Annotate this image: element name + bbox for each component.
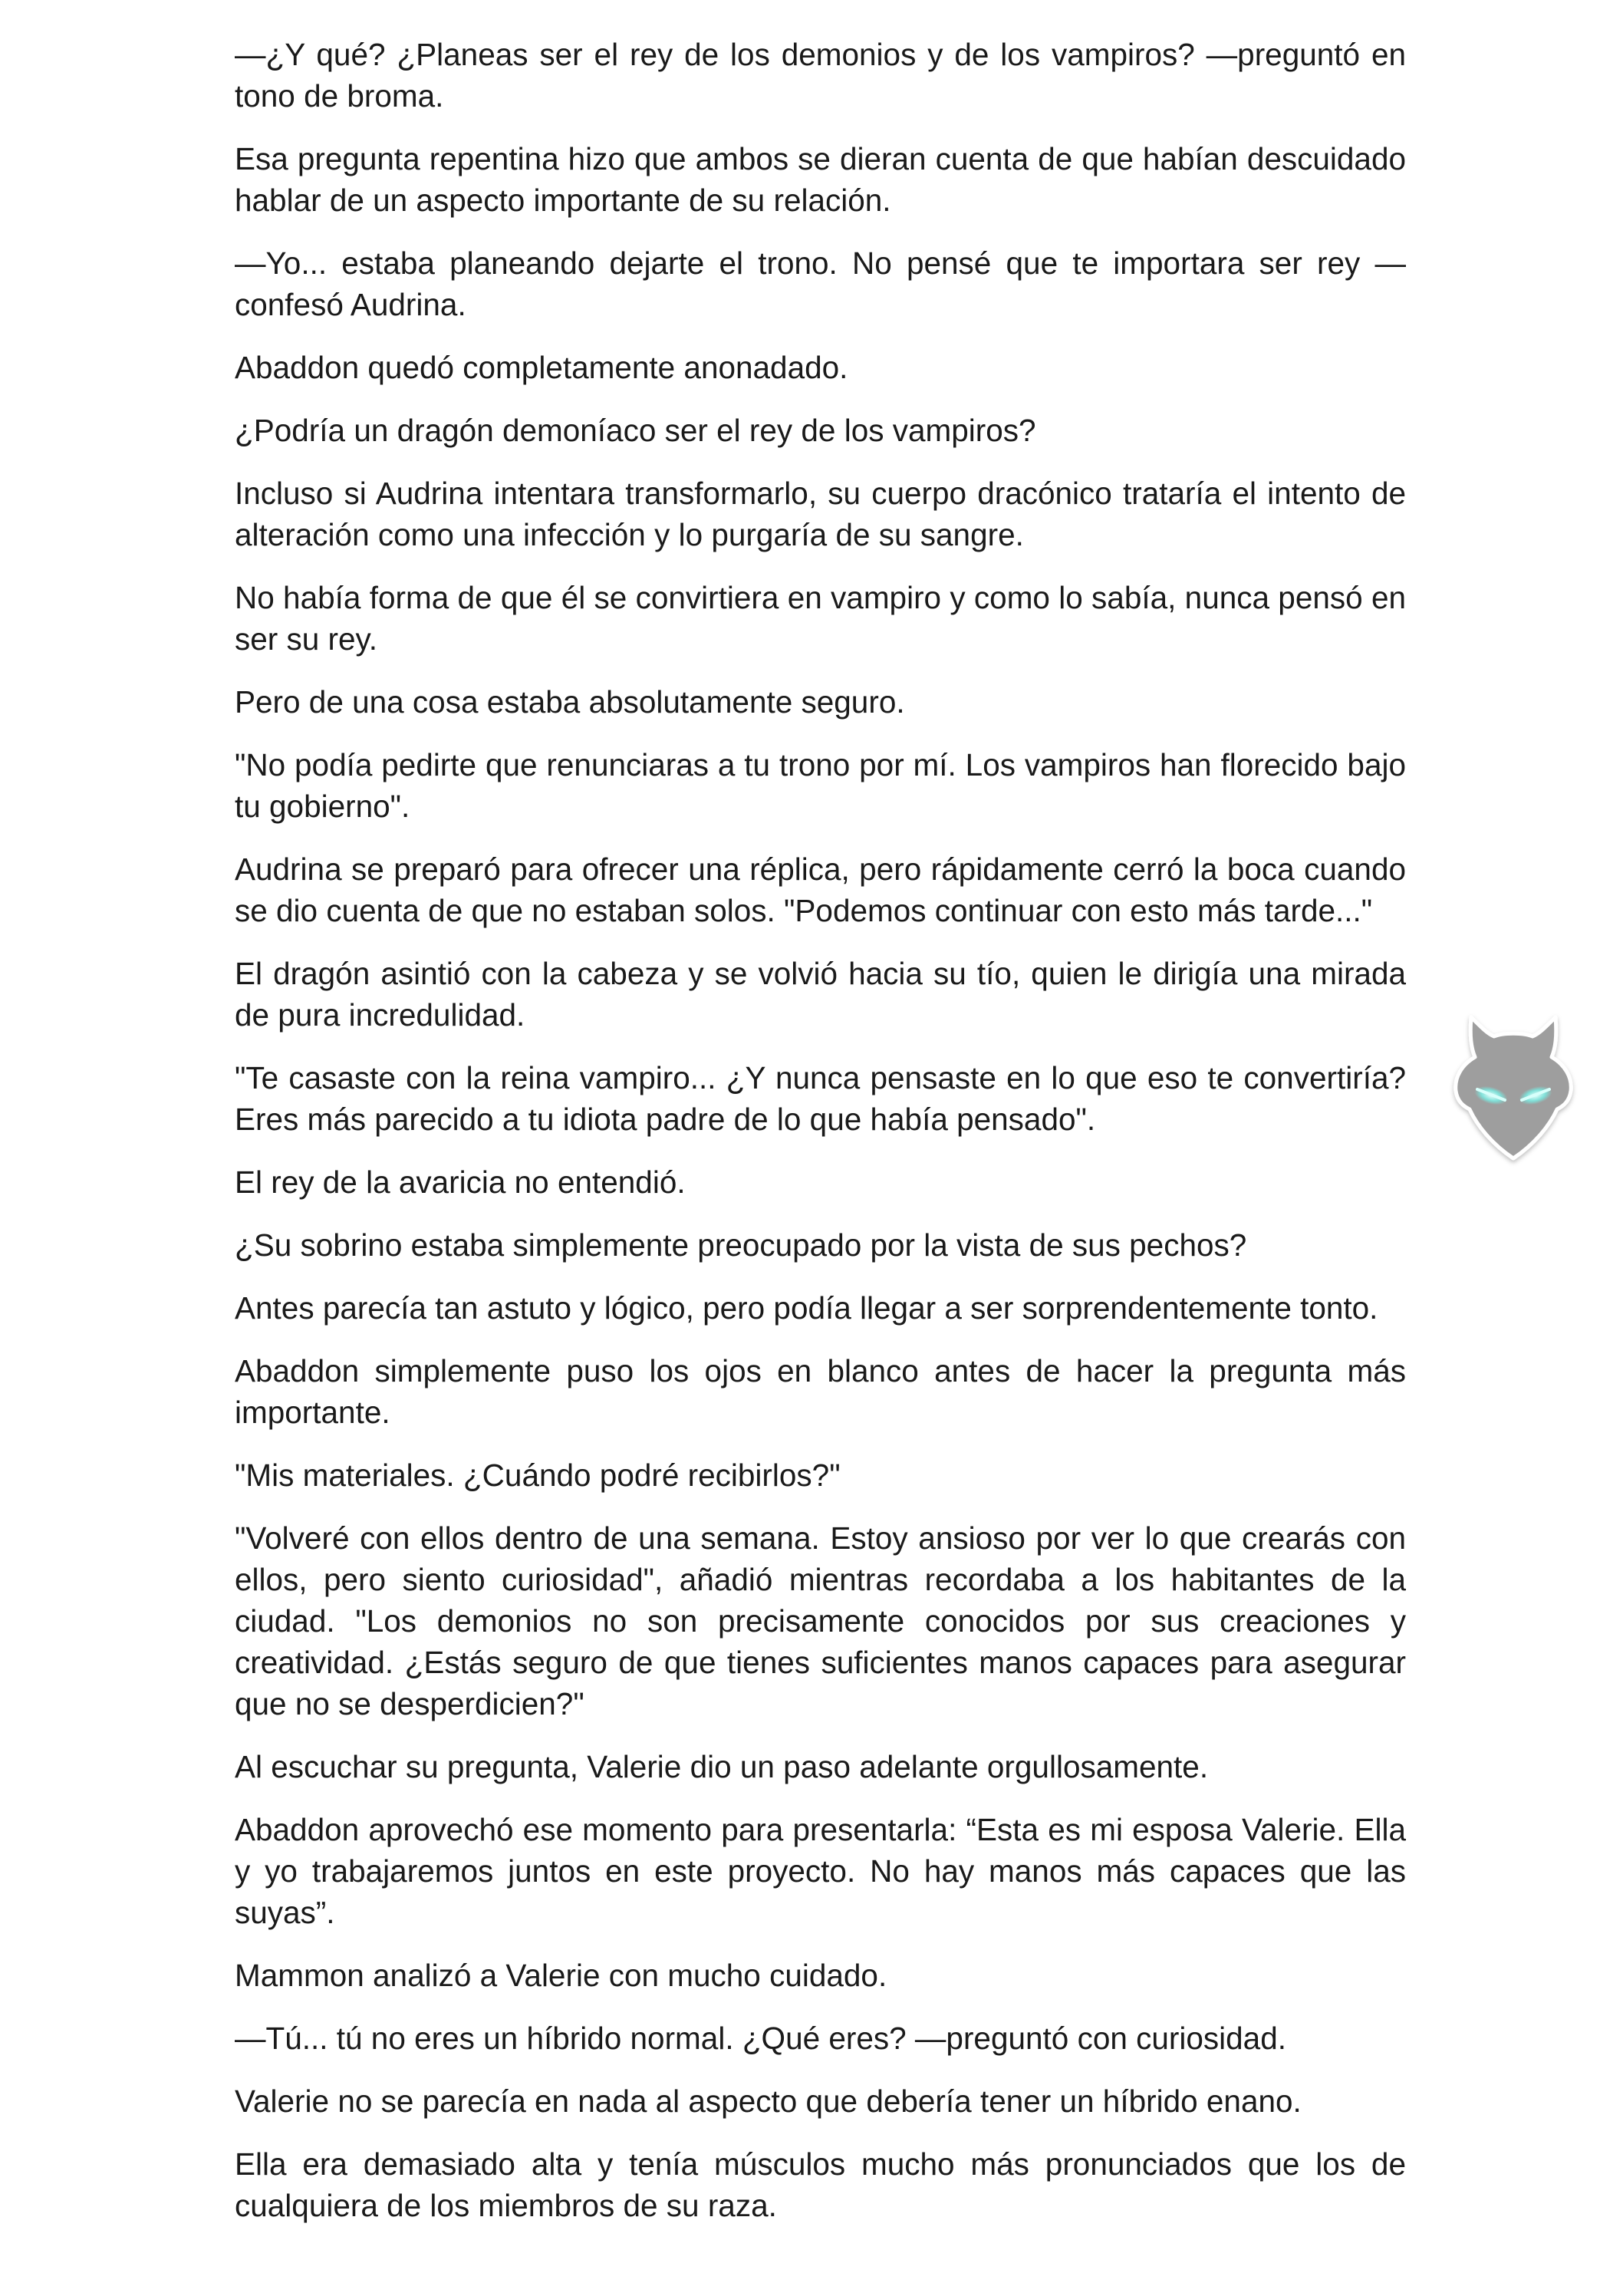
paragraph: "Volveré con ellos dentro de una semana. Estoy ansioso por ver lo que crearás con ellos, pero siento curiosidad", añadió mientras recordaba a los habitantes de la ciudad. "Los demonios no son precisamente conocidos por sus creaciones y creatividad. ¿Estás seguro de que tienes suficientes manos capaces para asegurar que no se desperdicien?": [235, 1520, 1406, 1721]
paragraph: "Mis materiales. ¿Cuándo podré recibirlos?": [235, 1458, 841, 1493]
paragraph: —¿Y qué? ¿Planeas ser el rey de los demonios y de los vampiros? —preguntó en tono de broma.: [235, 37, 1406, 114]
paragraph: Antes parecía tan astuto y lógico, pero podía llegar a ser sorprendentemente tonto.: [235, 1290, 1378, 1326]
paragraph: —Yo... estaba planeando dejarte el trono. No pensé que te importara ser rey —confesó Audrina.: [235, 245, 1406, 322]
paragraph: "Te casaste con la reina vampiro... ¿Y nunca pensaste en lo que eso te convertiría? Eres más parecido a tu idiota padre de lo que había pensado".: [235, 1060, 1406, 1137]
paragraph: "No podía pedirte que renunciaras a tu trono por mí. Los vampiros han florecido bajo tu gobierno".: [235, 747, 1406, 824]
paragraph: Pero de una cosa estaba absolutamente seguro.: [235, 684, 905, 720]
paragraph: Mammon analizó a Valerie con mucho cuidado.: [235, 1958, 887, 1993]
paragraph: ¿Su sobrino estaba simplemente preocupado por la vista de sus pechos?: [235, 1227, 1247, 1263]
paragraph: Abaddon aprovechó ese momento para presentarla: “Esta es mi esposa Valerie. Ella y yo trabajaremos juntos en este proyecto. No hay manos más capaces que las suyas”.: [235, 1812, 1406, 1930]
document-body: [235, 34, 1406, 2248]
paragraph: —Tú... tú no eres un híbrido normal. ¿Qué eres? —preguntó con curiosidad.: [235, 2021, 1286, 2056]
paragraph: Abaddon quedó completamente anonadado.: [235, 350, 848, 385]
paragraph: ¿Podría un dragón demoníaco ser el rey de los vampiros?: [235, 413, 1036, 448]
paragraph: El rey de la avaricia no entendió.: [235, 1164, 686, 1200]
paragraph: Audrina se preparó para ofrecer una réplica, pero rápidamente cerró la boca cuando se dio cuenta de que no estaban solos. "Podemos continuar con esto más tarde...": [235, 852, 1406, 928]
paragraph: Valerie no se parecía en nada al aspecto que debería tener un híbrido enano.: [235, 2084, 1302, 2119]
paragraph: Abaddon simplemente puso los ojos en blanco antes de hacer la pregunta más importante.: [235, 1353, 1406, 1430]
paragraph: Ella era demasiado alta y tenía músculos mucho más pronunciados que los de cualquiera de los miembros de su raza.: [235, 2146, 1406, 2223]
paragraph: El dragón asintió con la cabeza y se volvió hacia su tío, quien le dirigía una mirada de pura incredulidad.: [235, 956, 1406, 1033]
paragraph: No había forma de que él se convirtiera en vampiro y como lo sabía, nunca pensó en ser su rey.: [235, 580, 1406, 657]
paragraph: Al escuchar su pregunta, Valerie dio un paso adelante orgullosamente.: [235, 1749, 1209, 1784]
devil-head-icon: [1440, 994, 1586, 1171]
paragraph: Esa pregunta repentina hizo que ambos se dieran cuenta de que habían descuidado hablar de un aspecto importante de su relación.: [235, 141, 1406, 218]
paragraph: Incluso si Audrina intentara transformarlo, su cuerpo dracónico trataría el intento de alteración como una infección y lo purgaría de su sangre.: [235, 476, 1406, 552]
